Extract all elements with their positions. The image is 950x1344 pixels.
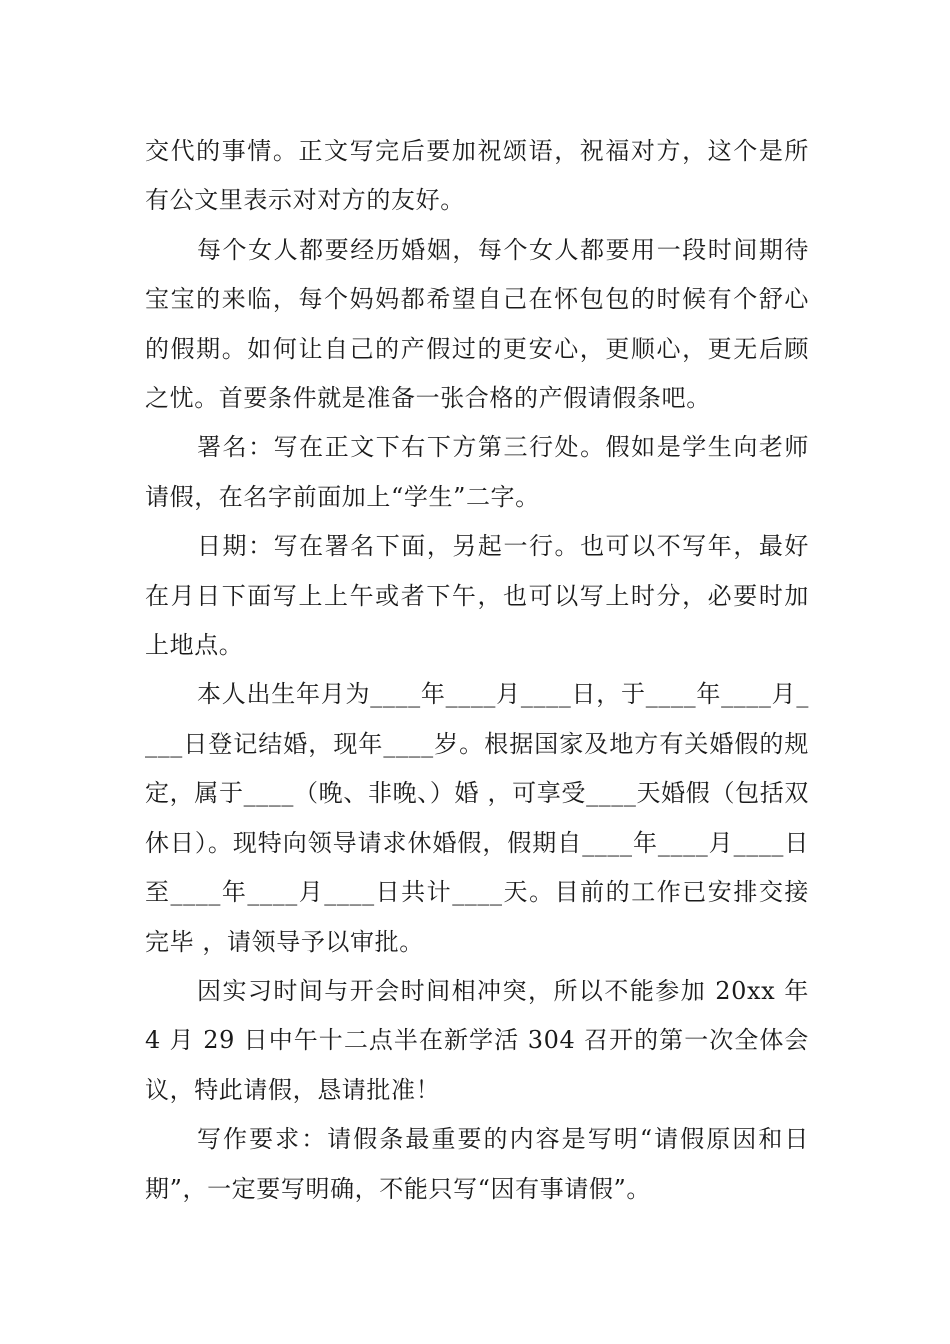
paragraph-date: 日期：写在署名下面，另起一行。也可以不写年，最好在月日下面写上上午或者下午，也可以写上时分，必要时加上地点。: [145, 532, 809, 660]
paragraph-maternity-leave: 每个女人都要经历婚姻，每个女人都要用一段时间期待宝宝的来临，每个妈妈都希望自己在怀包包的时候有个舒心的假期。如何让自己的产假过的更安心，更顺心，更无后顾之忧。首要条件就是准备一张合格的产假请假条吧。: [145, 235, 809, 413]
paragraph-marriage-leave-template: 本人出生年月为____年____月____日，于____年____月____日登记结婚，现年____岁。根据国家及地方有关婚假的规定，属于____（晚、非晚、）婚 ，可享受____天婚假（包括双休日）。现特向领导请求休婚假，假期自____年____月____日至____年____月____日共计____天。目前的工作已安排交接完毕 ，请领导予以审批。: [145, 680, 809, 956]
paragraph-closing-remarks: 交代的事情。正文写完后要加祝颂语，祝福对方，这个是所有公文里表示对对方的友好。: [145, 137, 809, 215]
paragraph-writing-requirements: 写作要求：请假条最重要的内容是写明“请假原因和日期”，一定要写明确，不能只写“因有事请假”。: [145, 1125, 809, 1203]
document-body: [145, 127, 809, 1214]
paragraph-meeting-absence: 因实习时间与开会时间相冲突，所以不能参加 20xx 年 4 月 29 日中午十二点半在新学活 304 召开的第一次全体会议，特此请假，恳请批准！: [145, 976, 809, 1104]
paragraph-signature: 署名：写在正文下右下方第三行处。假如是学生向老师请假，在名字前面加上“学生”二字。: [145, 433, 809, 511]
